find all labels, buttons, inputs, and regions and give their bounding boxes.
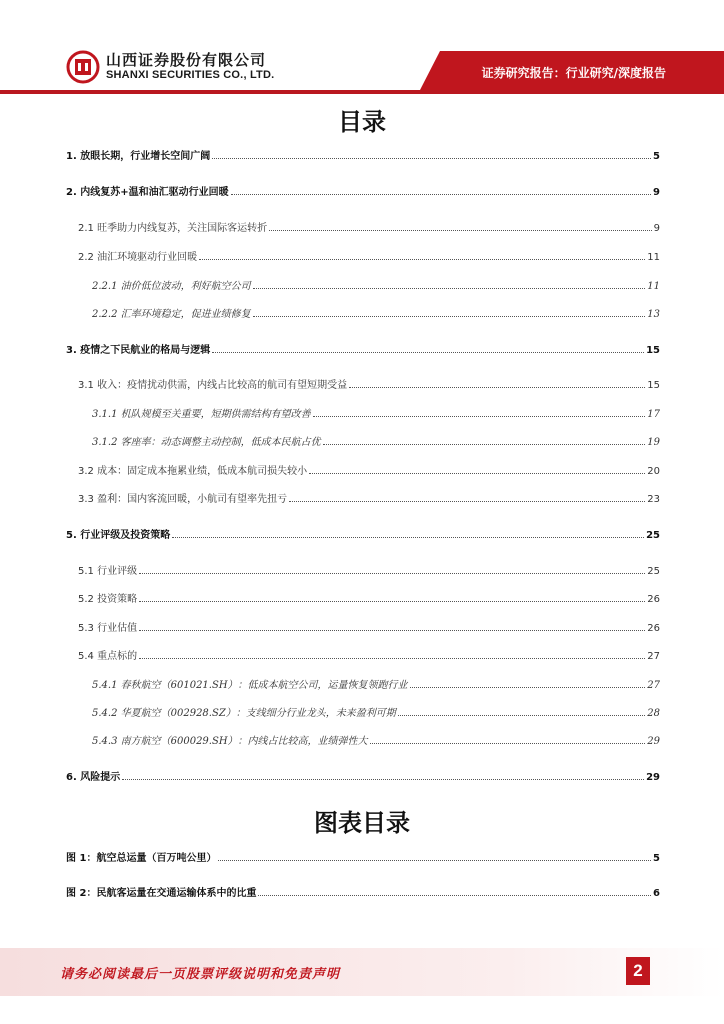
toc-entry-page: 5 — [653, 151, 660, 162]
toc-entry-3-1-1[interactable] — [92, 407, 660, 423]
toc-leader-dots — [258, 895, 651, 896]
toc-entry-label: 3.1.1 机队规模至关重要，短期供需结构有望改善 — [92, 409, 311, 420]
figures-title: 图表目录 — [314, 809, 410, 837]
toc-leader-dots — [122, 779, 644, 780]
toc-leader-dots — [269, 230, 652, 231]
toc-leader-dots — [212, 158, 651, 159]
toc-entry-2-1[interactable] — [78, 221, 660, 237]
toc-leader-dots — [410, 687, 646, 688]
toc-entry-label: 6. 风险提示 — [66, 772, 121, 783]
toc-entry-5-4-2[interactable] — [92, 706, 660, 722]
header-rule — [0, 90, 724, 94]
toc-entry-label: 3.1 收入：疫情扰动供需，内线占比较高的航司有望短期受益 — [78, 380, 348, 391]
toc-entry-page: 17 — [647, 409, 660, 420]
toc-entry-page: 29 — [646, 772, 660, 783]
toc-entry-label: 5.2 投资策略 — [78, 594, 138, 605]
toc-entry-page: 27 — [647, 651, 660, 662]
toc-entry-page: 11 — [647, 252, 660, 263]
toc-leader-dots — [139, 658, 645, 659]
company-name-cn: 山西证券股份有限公司 — [106, 51, 267, 69]
toc-entry-page: 9 — [653, 187, 660, 198]
company-name-en: SHANXI SECURITIES CO., LTD. — [106, 69, 275, 81]
toc-leader-dots — [139, 630, 645, 631]
report-type-label: 证券研究报告：行业研究/深度报告 — [481, 66, 666, 80]
toc-entry-2-2[interactable] — [78, 250, 660, 266]
toc-entry-label: 5.4.1 春秋航空（601021.SH）：低成本航空公司，运量恢复领跑行业 — [92, 680, 408, 691]
toc-entry-page: 15 — [647, 380, 660, 391]
toc-entry-label: 2.2 油汇环境驱动行业回暖 — [78, 252, 198, 263]
figure-entry-label: 图 1：航空总运量（百万吨公里） — [66, 853, 217, 864]
toc-entry-page: 13 — [647, 309, 660, 320]
toc-entry-2-2-1[interactable] — [92, 279, 660, 295]
toc-entry-page: 25 — [647, 566, 660, 577]
toc-entry-page: 26 — [647, 594, 660, 605]
toc-entry-page: 29 — [647, 736, 660, 747]
toc-leader-dots — [349, 387, 645, 388]
toc-entry-label: 3. 疫情之下民航业的格局与逻辑 — [66, 345, 211, 356]
toc-entry-page: 19 — [647, 437, 660, 448]
figure-entry-label: 图 2：民航客运量在交通运输体系中的比重 — [66, 888, 257, 899]
toc-entry-3-1-2[interactable] — [92, 435, 660, 451]
toc-entry-5-4[interactable] — [78, 649, 660, 665]
figure-entry-page: 5 — [653, 853, 660, 864]
toc-entry-1[interactable] — [66, 149, 660, 165]
toc-entry-label: 2. 内线复苏+温和油汇驱动行业回暖 — [66, 187, 229, 198]
toc-leader-dots — [231, 194, 651, 195]
toc-leader-dots — [139, 601, 645, 602]
toc-entry-page: 28 — [647, 708, 660, 719]
toc-leader-dots — [313, 416, 646, 417]
toc-leader-dots — [398, 715, 645, 716]
toc-entry-3[interactable] — [66, 343, 660, 359]
toc-entry-label: 5.4.2 华夏航空（002928.SZ）：支线细分行业龙头，未来盈利可期 — [92, 708, 396, 719]
toc-leader-dots — [212, 352, 644, 353]
toc-entry-label: 5.1 行业评级 — [78, 566, 138, 577]
toc-entry-label: 1. 放眼长期，行业增长空间广阔 — [66, 151, 211, 162]
page-header — [0, 0, 724, 100]
toc-entry-label: 5.4.3 南方航空（600029.SH）：内线占比较高，业绩弹性大 — [92, 736, 368, 747]
toc-leader-dots — [139, 573, 645, 574]
toc-entry-6[interactable] — [66, 770, 660, 786]
toc-leader-dots — [323, 444, 646, 445]
toc-leader-dots — [199, 259, 645, 260]
company-logo-icon — [66, 50, 100, 84]
page-number: 2 — [626, 957, 650, 985]
toc-entry-label: 2.1 旺季助力内线复苏，关注国际客运转折 — [78, 223, 268, 234]
toc-entry-page: 11 — [647, 281, 660, 292]
toc-entry-page: 20 — [647, 466, 660, 477]
footer-disclaimer[interactable]: 请务必阅读最后一页股票评级说明和免责声明 — [60, 967, 341, 982]
toc-entry-label: 5.4 重点标的 — [78, 651, 138, 662]
toc-leader-dots — [253, 316, 646, 317]
toc-entry-2-2-2[interactable] — [92, 307, 660, 323]
toc-entry-3-1[interactable] — [78, 378, 660, 394]
toc-entry-page: 9 — [653, 223, 660, 234]
toc-entry-page: 15 — [646, 345, 660, 356]
figure-entry-2[interactable] — [66, 886, 660, 902]
toc-entry-page: 27 — [647, 680, 660, 691]
toc-entry-label: 3.3 盈利：国内客流回暖，小航司有望率先扭亏 — [78, 494, 288, 505]
toc-entry-label: 2.2.2 汇率环境稳定，促进业绩修复 — [92, 309, 251, 320]
toc-entry-2[interactable] — [66, 185, 660, 201]
toc-entry-label: 2.2.1 油价低位波动，利好航空公司 — [92, 281, 251, 292]
toc-entry-label: 5. 行业评级及投资策略 — [66, 530, 171, 541]
toc-leader-dots — [309, 473, 645, 474]
toc-entry-5-3[interactable] — [78, 621, 660, 637]
toc-entry-label: 5.3 行业估值 — [78, 623, 138, 634]
toc-leader-dots — [172, 537, 644, 538]
figure-entry-1[interactable] — [66, 851, 660, 867]
toc-entry-3-2[interactable] — [78, 464, 660, 480]
toc-leader-dots — [370, 743, 646, 744]
toc-leader-dots — [289, 501, 645, 502]
figure-entry-page: 6 — [653, 888, 660, 899]
toc-leader-dots — [218, 860, 651, 861]
toc-title: 目录 — [338, 108, 386, 136]
toc-entry-5-4-1[interactable] — [92, 678, 660, 694]
toc-entry-page: 26 — [647, 623, 660, 634]
toc-entry-3-3[interactable] — [78, 492, 660, 508]
toc-entry-page: 23 — [647, 494, 660, 505]
toc-leader-dots — [253, 288, 646, 289]
toc-entry-5-1[interactable] — [78, 564, 660, 580]
toc-entry-label: 3.2 成本：固定成本拖累业绩，低成本航司损失较小 — [78, 466, 308, 477]
toc-entry-5[interactable] — [66, 528, 660, 544]
toc-entry-page: 25 — [646, 530, 660, 541]
toc-entry-5-2[interactable] — [78, 592, 660, 608]
toc-entry-5-4-3[interactable] — [92, 734, 660, 750]
toc-entry-label: 3.1.2 客座率：动态调整主动控制，低成本民航占优 — [92, 437, 321, 448]
